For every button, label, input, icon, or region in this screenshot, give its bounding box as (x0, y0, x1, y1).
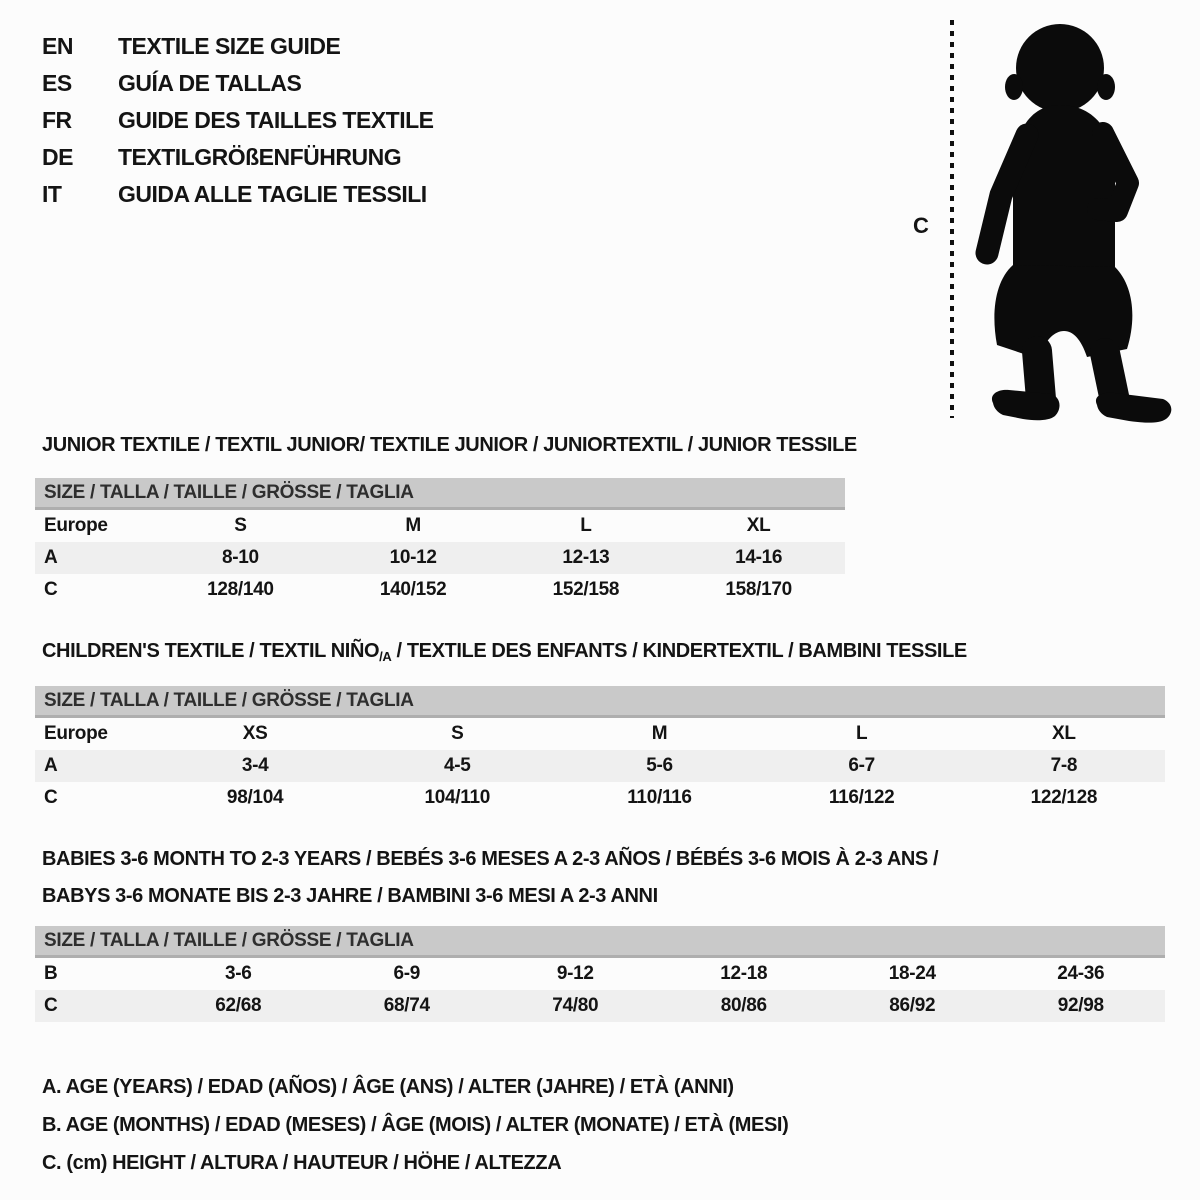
size-cell: L (580, 515, 592, 536)
size-cell: 140/152 (379, 579, 447, 600)
language-label: GUIDA ALLE TAGLIE TESSILI (118, 181, 427, 207)
size-cell: 104/110 (424, 787, 491, 808)
size-cell: 14-16 (735, 547, 783, 568)
babies-title-line1: BABIES 3-6 MONTH TO 2-3 YEARS / BEBÉS 3-6 MESES A 2-3 AÑOS / BÉBÉS 3-6 MOIS À 2-3 ANS / (42, 848, 939, 870)
table-row (35, 750, 1165, 782)
children-size-table (35, 718, 1165, 814)
table-row (35, 510, 845, 542)
size-header-bar: SIZE / TALLA / TAILLE / GRÖSSE / TAGLIA (35, 478, 845, 510)
table-row (35, 782, 1165, 814)
language-row (42, 65, 434, 102)
size-cell: 3-4 (241, 755, 269, 776)
junior-section (35, 478, 845, 606)
size-cell: 12-18 (720, 963, 768, 984)
language-code: EN (42, 33, 73, 59)
size-cell: 74/80 (552, 995, 599, 1016)
row-label: C (44, 995, 58, 1016)
babies-section (35, 926, 1165, 1022)
language-code: DE (42, 144, 73, 170)
language-code: FR (42, 107, 72, 133)
size-cell: 24-36 (1057, 963, 1105, 984)
size-cell: 3-6 (224, 963, 252, 984)
size-header-bar: SIZE / TALLA / TAILLE / GRÖSSE / TAGLIA (35, 686, 1165, 718)
size-cell: M (405, 515, 421, 536)
row-label: B (44, 963, 58, 984)
size-cell: XL (1052, 723, 1076, 744)
children-title-pre: CHILDREN'S TEXTILE / TEXTIL NIÑO (42, 640, 380, 662)
size-cell: XL (746, 515, 771, 536)
size-cell: L (856, 723, 868, 744)
size-cell: 9-12 (556, 963, 594, 984)
size-cell: 110/116 (627, 787, 692, 808)
size-cell: 92/98 (1057, 995, 1104, 1016)
children-title-sub: /A (379, 649, 392, 664)
size-cell: 6-9 (393, 963, 421, 984)
size-cell: 86/92 (889, 995, 936, 1016)
size-cell: 152/158 (552, 579, 620, 600)
language-row (42, 176, 434, 213)
size-cell: 6-7 (848, 755, 875, 776)
row-label: Europe (44, 515, 108, 536)
legend (42, 1068, 788, 1182)
row-label: Europe (44, 723, 108, 744)
table-row (35, 542, 845, 574)
size-cell: 68/74 (383, 995, 430, 1016)
language-code: ES (42, 70, 72, 96)
size-cell: XS (242, 723, 268, 744)
toddler-silhouette-image (965, 13, 1180, 423)
size-cell: 98/104 (226, 787, 284, 808)
size-cell: 5-6 (646, 755, 673, 776)
size-cell: 18-24 (888, 963, 936, 984)
size-cell: 12-13 (562, 547, 610, 568)
language-header (42, 28, 434, 213)
junior-section-title-text: JUNIOR TEXTILE / TEXTIL JUNIOR/ TEXTILE JUNIOR / JUNIORTEXTIL / JUNIOR TESSILE (42, 434, 857, 456)
children-section-title (42, 640, 967, 664)
legend-line-a: A. AGE (YEARS) / EDAD (AÑOS) / ÂGE (ANS) / ALTER (JAHRE) / ETÀ (ANNI) (42, 1076, 734, 1098)
size-header-bar: SIZE / TALLA / TAILLE / GRÖSSE / TAGLIA (35, 926, 1165, 958)
size-cell: 128/140 (207, 579, 274, 600)
size-cell: 4-5 (444, 755, 471, 776)
size-cell: 158/170 (725, 579, 792, 600)
size-cell: 116/122 (828, 787, 895, 808)
table-row (35, 958, 1165, 990)
language-row (42, 139, 434, 176)
row-label: C (44, 787, 58, 808)
language-label: GUÍA DE TALLAS (118, 70, 302, 96)
size-cell: 62/68 (215, 995, 262, 1016)
table-row (35, 574, 845, 606)
size-cell: M (651, 723, 668, 744)
children-section (35, 686, 1165, 814)
size-cell: S (451, 723, 464, 744)
legend-line-c: C. (cm) HEIGHT / ALTURA / HAUTEUR / HÖHE / ALTEZZA (42, 1152, 562, 1174)
junior-size-table (35, 510, 845, 606)
size-cell: S (234, 515, 247, 536)
children-title-post: / TEXTILE DES ENFANTS / KINDERTEXTIL / BAMBINI TESSILE (391, 640, 967, 662)
babies-section-title (42, 841, 938, 915)
language-label: GUIDE DES TAILLES TEXTILE (118, 107, 434, 133)
size-cell: 8-10 (221, 547, 259, 568)
junior-section-title (42, 434, 857, 457)
size-cell: 7-8 (1050, 755, 1078, 776)
language-row (42, 28, 434, 65)
language-label: TEXTILE SIZE GUIDE (118, 33, 341, 59)
row-label: A (44, 755, 58, 776)
size-cell: 122/128 (1030, 787, 1098, 808)
table-row (35, 990, 1165, 1022)
babies-size-table (35, 958, 1165, 1022)
table-row (35, 718, 1165, 750)
row-label: C (44, 579, 58, 600)
legend-line-b: B. AGE (MONTHS) / EDAD (MESES) / ÂGE (MOIS) / ALTER (MONATE) / ETÀ (MESI) (42, 1114, 789, 1136)
row-label: A (44, 547, 58, 568)
size-cell: 80/86 (720, 995, 767, 1016)
size-cell: 10-12 (389, 547, 437, 568)
language-row (42, 102, 434, 139)
language-label: TEXTILGRÖßENFÜHRUNG (118, 144, 402, 170)
height-measure-line (948, 20, 956, 418)
height-measure-label: C (913, 213, 929, 238)
baby-figure (905, 5, 1200, 435)
babies-title-line2: BABYS 3-6 MONATE BIS 2-3 JAHRE / BAMBINI 3-6 MESI A 2-3 ANNI (42, 885, 658, 907)
language-code: IT (42, 181, 62, 207)
